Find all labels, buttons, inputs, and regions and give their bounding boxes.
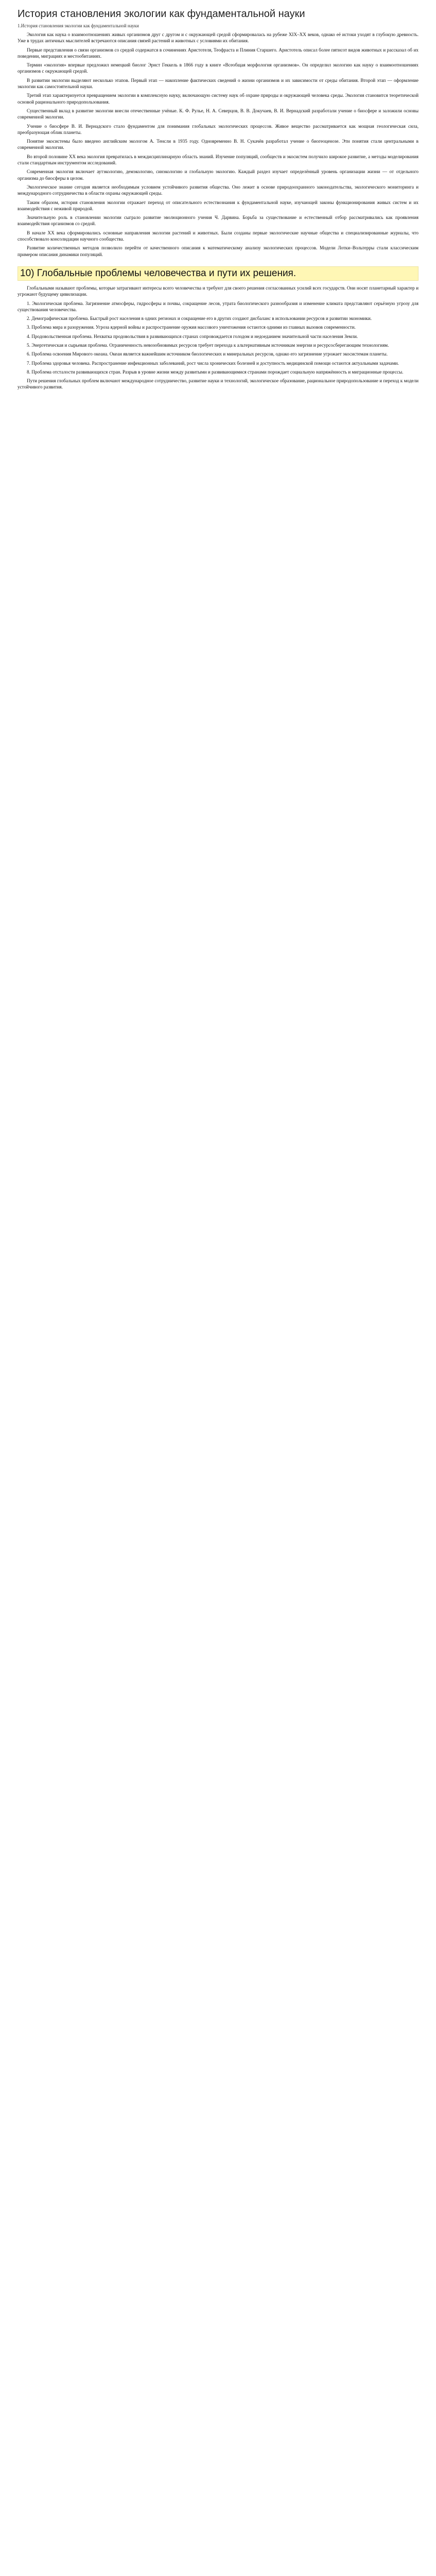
body-paragraph: 1. Экологическая проблема. Загрязнение атмосферы, гидросферы и почвы, сокращение лесов, утрата биологического разнообразия и изменение климата представляют серьёзную угрозу для существования человечества. (18, 300, 418, 312)
body-paragraph: Развитие количественных методов позволило перейти от качественного описания к математическому анализу экологических процессов. Модели Лотки–Вольтерры стали классическим примером описания динамики популяций. (18, 245, 418, 257)
document-subtitle: 1.История становления экологии как фундаментальной науки (18, 23, 139, 28)
body-paragraph: Глобальными называют проблемы, которые затрагивают интересы всего человечества и требуют для своего решения согласованных усилий всех государств. Они носят планетарный характер и угрожают будущему цивилизации. (18, 285, 418, 297)
body-paragraph: Понятие экосистемы было введено английским экологом А. Тенсли в 1935 году. Одновременно В. Н. Сукачёв разработал учение о биогеоценозе. Эти понятия стали центральными в современной экологии. (18, 139, 418, 150)
body-paragraph: 4. Продовольственная проблема. Нехватка продовольствия в развивающихся странах сопровождается голодом и недоеданием значительной части населения Земли. (27, 333, 358, 339)
body-paragraph: Во второй половине XX века экология превратилась в междисциплинарную область знаний. Изучение популяций, сообществ и экосистем получило широкое развитие, а методы моделирования стали стандартным инструментом исследований. (18, 154, 418, 166)
body-paragraph: 6. Проблема освоения Мирового океана. Океан является важнейшим источником биологических и минеральных ресурсов, однако его загрязнение угрожает экосистемам планеты. (27, 351, 388, 357)
body-paragraph: 2. Демографическая проблема. Быстрый рост населения в одних регионах и сокращение его в других создают дисбаланс в использовании ресурсов и развитии экономики. (27, 316, 372, 321)
body-paragraph: Пути решения глобальных проблем включают международное сотрудничество, развитие науки и технологий, экологическое образование, рациональное природопользование и переход к модели устойчивого развития. (18, 378, 418, 390)
section-two-body (18, 285, 418, 393)
body-paragraph: Экология как наука о взаимоотношениях живых организмов друг с другом и с окружающей средой сформировалась на рубеже XIX–XX веков, однако её истоки уходят в глубокую древность. Уже в трудах античных мыслителей встречаются описания связей растений и животных с условиями их обитания. (18, 32, 418, 44)
body-paragraph: 3. Проблема мира и разоружения. Угроза ядерной войны и распространение оружия массового уничтожения остаются одними из главных вызовов современности. (27, 325, 356, 330)
body-paragraph: Экологическое знание сегодня является необходимым условием устойчивого развития общества. Оно лежит в основе природоохранного законодательства, экологического мониторинга и международного сотрудничества в области охраны окружающей среды. (18, 184, 418, 196)
body-paragraph: Учение о биосфере В. И. Вернадского стало фундаментом для понимания глобальных экологических процессов. Живое вещество рассматривается как мощная геологическая сила, преобразующая облик планеты. (18, 123, 418, 135)
body-paragraph: 8. Проблема отсталости развивающихся стран. Разрыв в уровне жизни между развитыми и развивающимися странами порождает социальную напряжённость и миграционные процессы. (27, 369, 404, 375)
body-paragraph: Существенный вклад в развитие экологии внесли отечественные учёные. К. Ф. Рулье, Н. А. Северцов, В. В. Докучаев, В. И. Вернадский разработали учение о биосфере и заложили основы современной экологии. (18, 108, 418, 120)
body-paragraph: Термин «экология» впервые предложил немецкий биолог Эрнст Геккель в 1866 году в книге «Всеобщая морфология организмов». Он определил экологию как науку о взаимоотношениях организмов с окружающей средой. (18, 62, 418, 74)
body-paragraph: Современная экология включает аутэкологию, демэкологию, синэкологию и глобальную экологию. Каждый раздел изучает определённый уровень организации жизни — от отдельного организма до биосферы в целом. (18, 169, 418, 181)
body-paragraph: 5. Энергетическая и сырьевая проблема. Ограниченность невозобновимых ресурсов требует перехода к альтернативным источникам энергии и ресурсосберегающим технологиям. (27, 342, 389, 348)
document-title: История становления экологии как фундаментальной науки (18, 8, 305, 20)
body-paragraph: Значительную роль в становлении экологии сыграло развитие эволюционного учения Ч. Дарвина. Борьба за существование и естественный отбор рассматривались как проявления взаимодействия организмов со средой. (18, 215, 418, 227)
body-paragraph: Первые представления о связи организмов со средой содержатся в сочинениях Аристотеля, Теофраста и Плиния Старшего. Аристотель описал более пятисот видов животных и рассказал об их поведении, миграциях и местообитаниях. (18, 47, 418, 59)
section-heading: 10) Глобальные проблемы человечества и пути их решения. (18, 266, 418, 281)
body-paragraph: В начале XX века сформировались основные направления экологии растений и животных. Были созданы первые экологические научные общества и специализированные журналы, что способствовало консолидации научного сообщества. (18, 230, 418, 242)
body-paragraph: Третий этап характеризуется превращением экологии в комплексную науку, включающую систему наук об охране природы и окружающей человека среды. Экология становится теоретической основой рационального природопользования. (18, 93, 418, 105)
body-paragraph: В развитии экологии выделяют несколько этапов. Первый этап — накопление фактических сведений о жизни организмов и их зависимости от среды обитания. Второй этап — оформление экологии как самостоятельной науки. (18, 77, 418, 90)
body-paragraph: Таким образом, история становления экологии отражает переход от описательного естествознания к фундаментальной науке, изучающей законы функционирования живых систем и их взаимодействия с неживой природой. (18, 199, 418, 211)
section-one-body (18, 31, 418, 260)
body-paragraph: 7. Проблема здоровья человека. Распространение инфекционных заболеваний, рост числа хронических болезней и доступность медицинской помощи остаются актуальными задачами. (27, 360, 399, 366)
